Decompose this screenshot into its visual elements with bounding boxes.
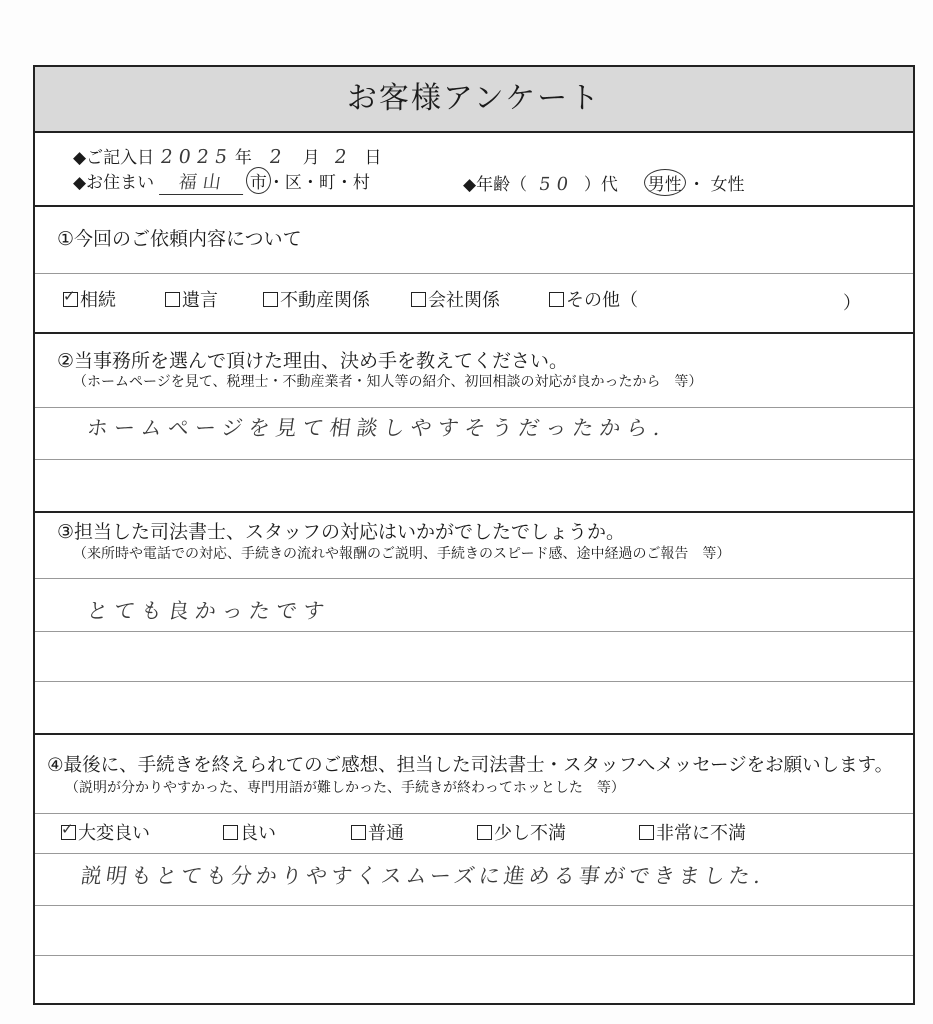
entry-month-unit: 月 [302, 148, 320, 168]
q1-option-label: 不動産関係 [280, 290, 370, 311]
q3-subtext: （来所時や電話での対応、手続きの流れや報酬のご説明、手続きのスピード感、途中経過のご報告 等） [73, 546, 731, 562]
gender-option-male[interactable]: 男性 [644, 169, 686, 196]
answer-line [35, 578, 913, 579]
q1-option-inheritance[interactable] [63, 286, 116, 312]
q1-option-label: 遺言 [182, 290, 218, 311]
entry-year-unit: 年 [234, 148, 252, 168]
age-label: ◆年齢（ [463, 175, 528, 195]
answer-line [35, 905, 913, 906]
entry-date-row [73, 143, 382, 168]
residence-option-village[interactable]: 村 [352, 173, 370, 193]
q1-option-label: 会社関係 [428, 290, 500, 311]
entry-year-value[interactable]: 2025 [159, 146, 235, 168]
separator: ・ [301, 173, 319, 193]
entry-date-label: ◆ご記入日 [73, 148, 155, 168]
answer-line [35, 681, 913, 682]
separator: ・ [688, 175, 706, 195]
q4-rating-label: 少し不満 [494, 823, 566, 844]
q1-option-company[interactable] [411, 286, 500, 312]
checkbox-icon[interactable] [477, 825, 492, 840]
q1-option-real-estate[interactable] [263, 286, 370, 312]
q1-question: ①今回のご依頼内容について [57, 228, 302, 250]
q4-answer[interactable]: 説明もとても分かりやすくスムーズに進める事ができました. [79, 864, 767, 888]
residence-value[interactable]: 福山 [159, 168, 247, 195]
q2-answer[interactable]: ホームページを見て相談しやすそうだったから. [85, 416, 668, 440]
q4-rating-good[interactable] [223, 819, 276, 845]
checkbox-icon[interactable] [411, 292, 426, 307]
residence-option-ward[interactable]: 区 [284, 173, 302, 193]
residence-row [73, 167, 370, 195]
checkbox-checked-icon[interactable] [61, 825, 76, 840]
q4-rating-label: 非常に不満 [656, 823, 746, 844]
survey-form [33, 65, 915, 1005]
entry-month-value[interactable]: 2 [268, 146, 290, 168]
q3-answer[interactable]: とても良かったです [85, 599, 332, 623]
q1-option-other[interactable] [549, 286, 638, 312]
checkbox-checked-icon[interactable] [63, 292, 78, 307]
age-suffix: ）代 [583, 175, 618, 195]
checkbox-icon[interactable] [223, 825, 238, 840]
q1-option-label: 相続 [80, 290, 116, 311]
checkbox-icon[interactable] [549, 292, 564, 307]
answer-line [35, 459, 913, 460]
answer-line [35, 853, 913, 854]
age-value[interactable]: 50 [538, 174, 576, 195]
checkbox-icon[interactable] [351, 825, 366, 840]
answer-line [35, 631, 913, 632]
q4-question: ④最後に、手続きを終えられてのご感想、担当した司法書士・スタッフへメッセージをお願いします。 [47, 755, 894, 776]
q4-rating-normal[interactable] [351, 819, 404, 845]
checkbox-icon[interactable] [165, 292, 180, 307]
answer-line [35, 813, 913, 814]
entry-day-value[interactable]: 2 [333, 146, 355, 168]
q3-question: ③担当した司法書士、スタッフの対応はいかがでしたでしょうか。 [57, 521, 626, 543]
residence-option-town[interactable]: 町 [318, 173, 336, 193]
q4-rating-very-good[interactable] [61, 819, 150, 845]
divider [35, 733, 913, 735]
divider [35, 511, 913, 513]
checkbox-icon[interactable] [263, 292, 278, 307]
q4-subtext: （説明が分かりやすかった、専門用語が難しかった、手続きが終わってホッとした 等） [65, 780, 625, 796]
q4-rating-label: 大変良い [78, 823, 150, 844]
divider [35, 332, 913, 334]
divider [35, 205, 913, 207]
entry-day-unit: 日 [364, 148, 382, 168]
q4-rating-slightly-dissatisfied[interactable] [477, 819, 566, 845]
gender-option-female[interactable]: 女性 [710, 175, 745, 195]
age-gender-row [463, 169, 745, 196]
residence-option-city[interactable]: 市 [246, 167, 271, 194]
q1-option-will[interactable] [165, 286, 218, 312]
checkbox-icon[interactable] [639, 825, 654, 840]
answer-line [35, 955, 913, 956]
q1-other-close: ） [843, 293, 861, 314]
separator: ・ [267, 173, 285, 193]
answer-line [35, 407, 913, 408]
q4-rating-label: 良い [240, 823, 276, 844]
divider [35, 273, 913, 274]
q4-rating-very-dissatisfied[interactable] [639, 819, 746, 845]
separator: ・ [335, 173, 353, 193]
form-title: お客様アンケート [35, 67, 913, 133]
q4-rating-label: 普通 [368, 823, 404, 844]
residence-label: ◆お住まい [73, 173, 155, 193]
q2-question: ②当事務所を選んで頂けた理由、決め手を教えてください。 [57, 350, 569, 372]
q1-option-label: その他（ [566, 290, 638, 311]
q2-subtext: （ホームページを見て、税理士・不動産業者・知人等の紹介、初回相談の対応が良かったから 等） [73, 374, 703, 390]
